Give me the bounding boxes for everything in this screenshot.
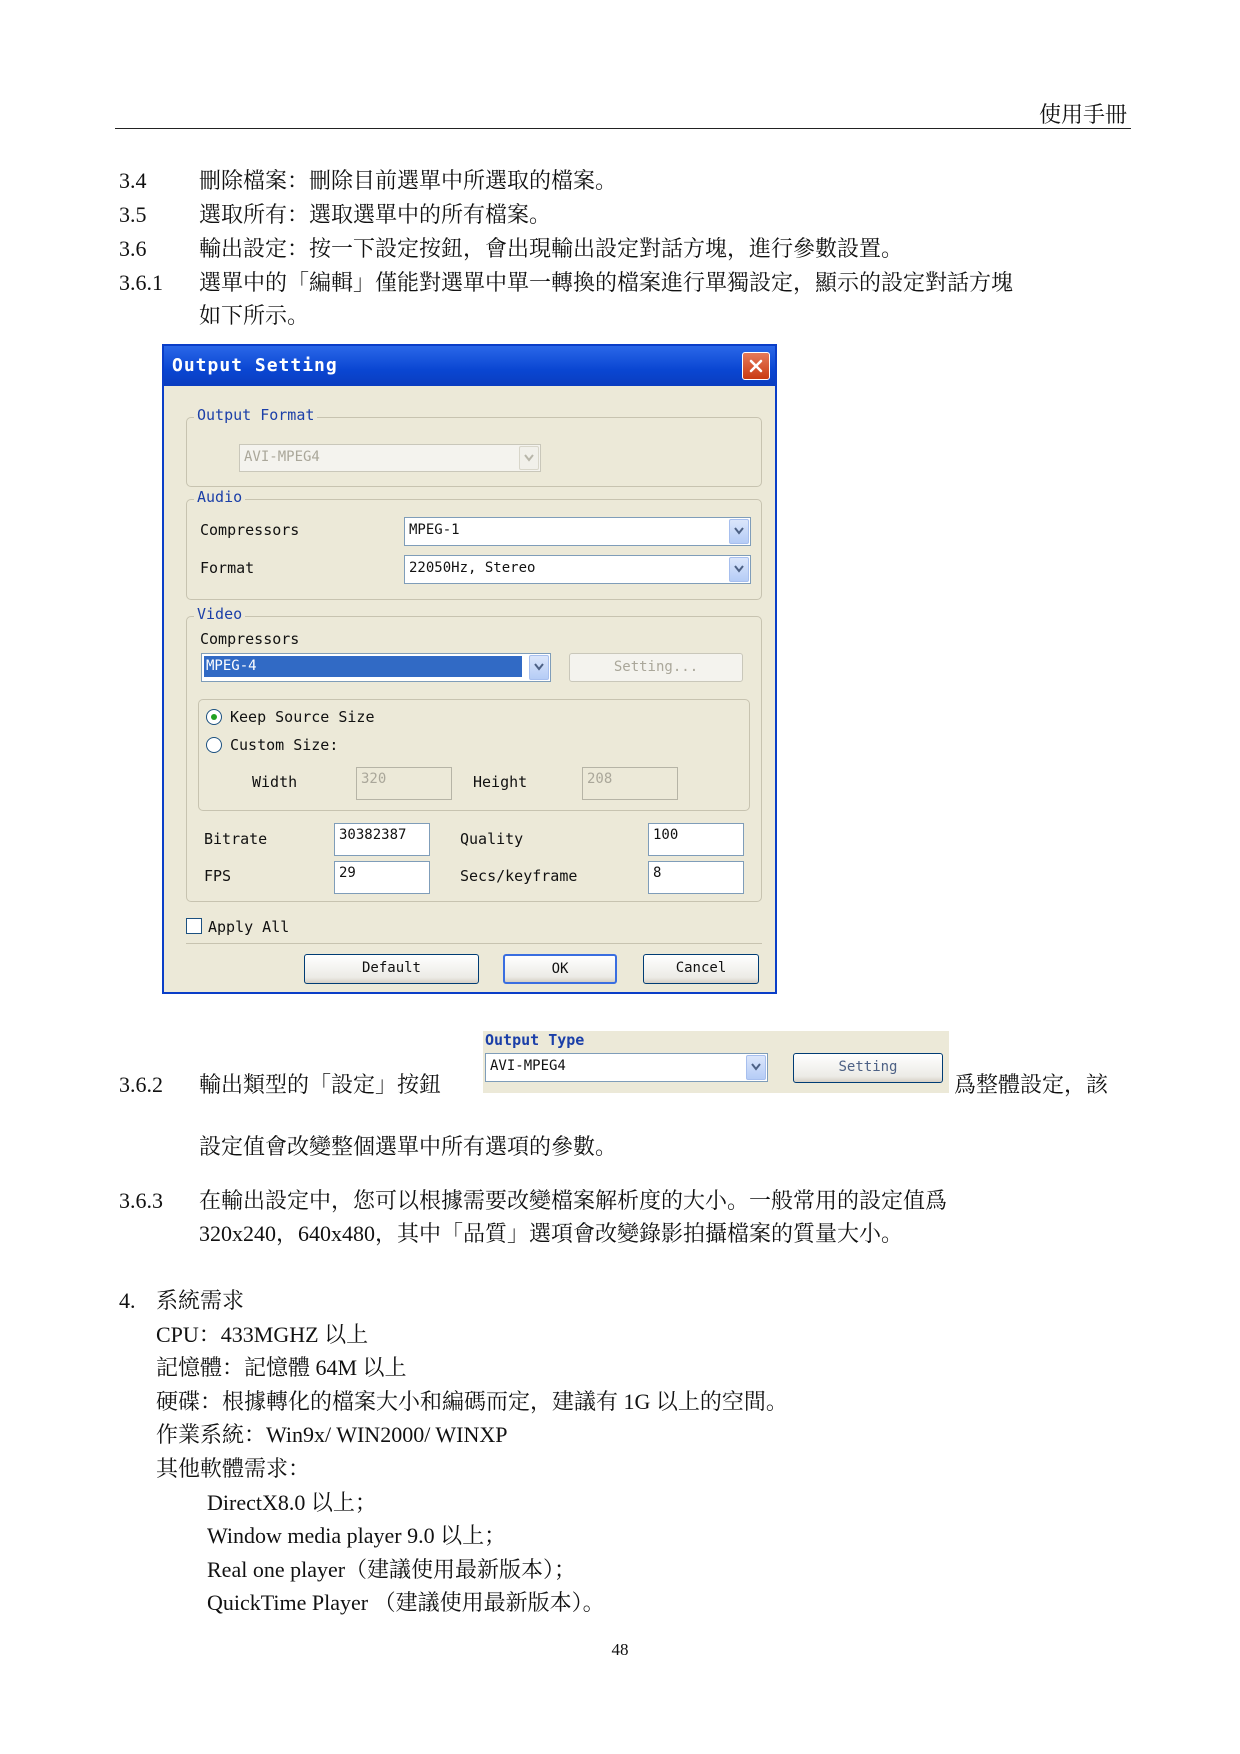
divider	[186, 943, 762, 944]
secs-keyframe-label: Secs/keyframe	[460, 867, 578, 885]
output-type-panel	[483, 1031, 949, 1093]
audio-group	[186, 499, 762, 600]
custom-size-label: Custom Size:	[230, 736, 339, 754]
ok-button[interactable]: OK	[503, 954, 617, 984]
video-setting-button[interactable]: Setting...	[569, 653, 743, 682]
req-os: 作業系統：Win9x/ WIN2000/ WINXP	[156, 1422, 508, 1447]
section-3-5	[119, 200, 551, 230]
header-title: 使用手冊	[1038, 102, 1127, 127]
height-input[interactable]: 208	[582, 767, 678, 800]
section-4	[119, 1286, 244, 1316]
chevron-down-icon	[529, 655, 549, 680]
dialog-titlebar[interactable]	[164, 346, 775, 386]
custom-size-radio[interactable]	[206, 737, 222, 753]
section-number: 3.6.1	[119, 270, 163, 295]
output-type-select[interactable]	[485, 1053, 768, 1082]
audio-format-select[interactable]	[404, 555, 751, 584]
section-text: 輸出設定：按一下設定按鈕，會出現輸出設定對話方塊，進行參數設置。	[199, 236, 904, 261]
section-3-6-3	[119, 1186, 947, 1216]
bitrate-label: Bitrate	[204, 830, 268, 848]
req-disk: 硬碟：根據轉化的檔案大小和編碼而定，建議有 1G 以上的空間。	[156, 1389, 788, 1414]
req-memory: 記憶體：記憶體 64M 以上	[156, 1355, 407, 1380]
section-3-6-1	[119, 268, 1013, 298]
video-label: Video	[194, 605, 245, 623]
width-input[interactable]: 320	[356, 767, 452, 800]
section-text: 選單中的「編輯」僅能對選單中單一轉換的檔案進行單獨設定，顯示的設定對話方塊	[199, 270, 1014, 295]
close-button[interactable]	[742, 352, 770, 380]
audio-label: Audio	[194, 488, 245, 506]
section-3-6-3-line2: 320x240，640x480，其中「品質」選項會改變錄影拍攝檔案的質量大小。	[199, 1221, 904, 1246]
radio-selected-dot	[211, 714, 217, 720]
section-3-6-1-line2: 如下所示。	[199, 303, 310, 328]
secs-keyframe-input[interactable]: 8	[648, 861, 744, 894]
section-text: 在輸出設定中，您可以根據需要改變檔案解析度的大小。一般常用的設定值爲	[199, 1188, 948, 1213]
section-text: 刪除檔案：刪除目前選單中所選取的檔案。	[199, 168, 618, 193]
section-3-6-2-post: 爲整體設定，該	[954, 1072, 1109, 1097]
section-title: 系統需求	[156, 1288, 245, 1313]
chevron-down-icon	[746, 1055, 766, 1080]
audio-format-label: Format	[200, 559, 255, 577]
keep-source-radio[interactable]	[206, 709, 222, 725]
quality-input[interactable]: 100	[648, 823, 744, 856]
output-format-label: Output Format	[194, 406, 317, 424]
fps-label: FPS	[204, 867, 232, 885]
video-compressors-select[interactable]	[201, 653, 551, 682]
audio-compressors-value: MPEG-1	[409, 522, 460, 538]
video-compressors-value: MPEG-4	[204, 656, 522, 677]
audio-compressors-select[interactable]	[404, 517, 751, 546]
default-button[interactable]: Default	[304, 954, 479, 984]
close-icon	[749, 359, 763, 373]
req-other-software: 其他軟體需求：	[156, 1456, 311, 1481]
output-type-label: Output Type	[485, 1031, 585, 1049]
section-text-pre: 輸出類型的「設定」按鈕	[199, 1072, 442, 1097]
req-directx: DirectX8.0 以上；	[207, 1490, 377, 1515]
chevron-down-icon	[519, 446, 539, 470]
audio-compressors-label: Compressors	[200, 521, 300, 539]
audio-format-value: 22050Hz, Stereo	[409, 560, 536, 576]
fps-input[interactable]: 29	[334, 861, 430, 894]
section-3-6	[119, 234, 903, 264]
output-type-value: AVI-MPEG4	[490, 1058, 566, 1074]
output-format-select[interactable]	[239, 444, 541, 472]
video-compressors-label: Compressors	[200, 630, 300, 648]
header-rule	[115, 128, 1131, 129]
cancel-button[interactable]: Cancel	[643, 954, 759, 984]
chevron-down-icon	[729, 519, 749, 544]
section-text: 選取所有：選取選單中的所有檔案。	[199, 202, 552, 227]
width-label: Width	[252, 773, 298, 791]
dialog-title: Output Setting	[172, 355, 338, 376]
section-number: 3.6.2	[119, 1072, 163, 1097]
output-format-value: AVI-MPEG4	[244, 449, 320, 465]
req-realone: Real one player（建議使用最新版本）；	[207, 1557, 577, 1582]
apply-all-checkbox[interactable]	[186, 918, 202, 934]
keep-source-label: Keep Source Size	[230, 708, 375, 726]
req-cpu: CPU：433MGHZ 以上	[156, 1322, 369, 1347]
page-number: 48	[611, 1640, 629, 1659]
section-3-6-2-line2: 設定值會改變整個選單中所有選項的參數。	[199, 1134, 618, 1159]
apply-all-label: Apply All	[208, 918, 290, 936]
section-number: 3.6	[119, 236, 147, 261]
output-setting-dialog	[162, 344, 777, 994]
chevron-down-icon	[729, 557, 749, 582]
height-label: Height	[473, 773, 528, 791]
section-number: 4.	[119, 1288, 136, 1313]
req-quicktime: QuickTime Player （建議使用最新版本）。	[207, 1590, 605, 1615]
section-number: 3.6.3	[119, 1188, 163, 1213]
quality-label: Quality	[460, 830, 524, 848]
req-wmp: Window media player 9.0 以上；	[207, 1523, 507, 1548]
section-3-6-2	[119, 1070, 441, 1100]
bitrate-input[interactable]: 30382387	[334, 823, 430, 856]
section-3-4	[119, 166, 617, 196]
section-number: 3.5	[119, 202, 147, 227]
section-number: 3.4	[119, 168, 147, 193]
output-type-setting-button[interactable]: Setting	[793, 1053, 943, 1083]
